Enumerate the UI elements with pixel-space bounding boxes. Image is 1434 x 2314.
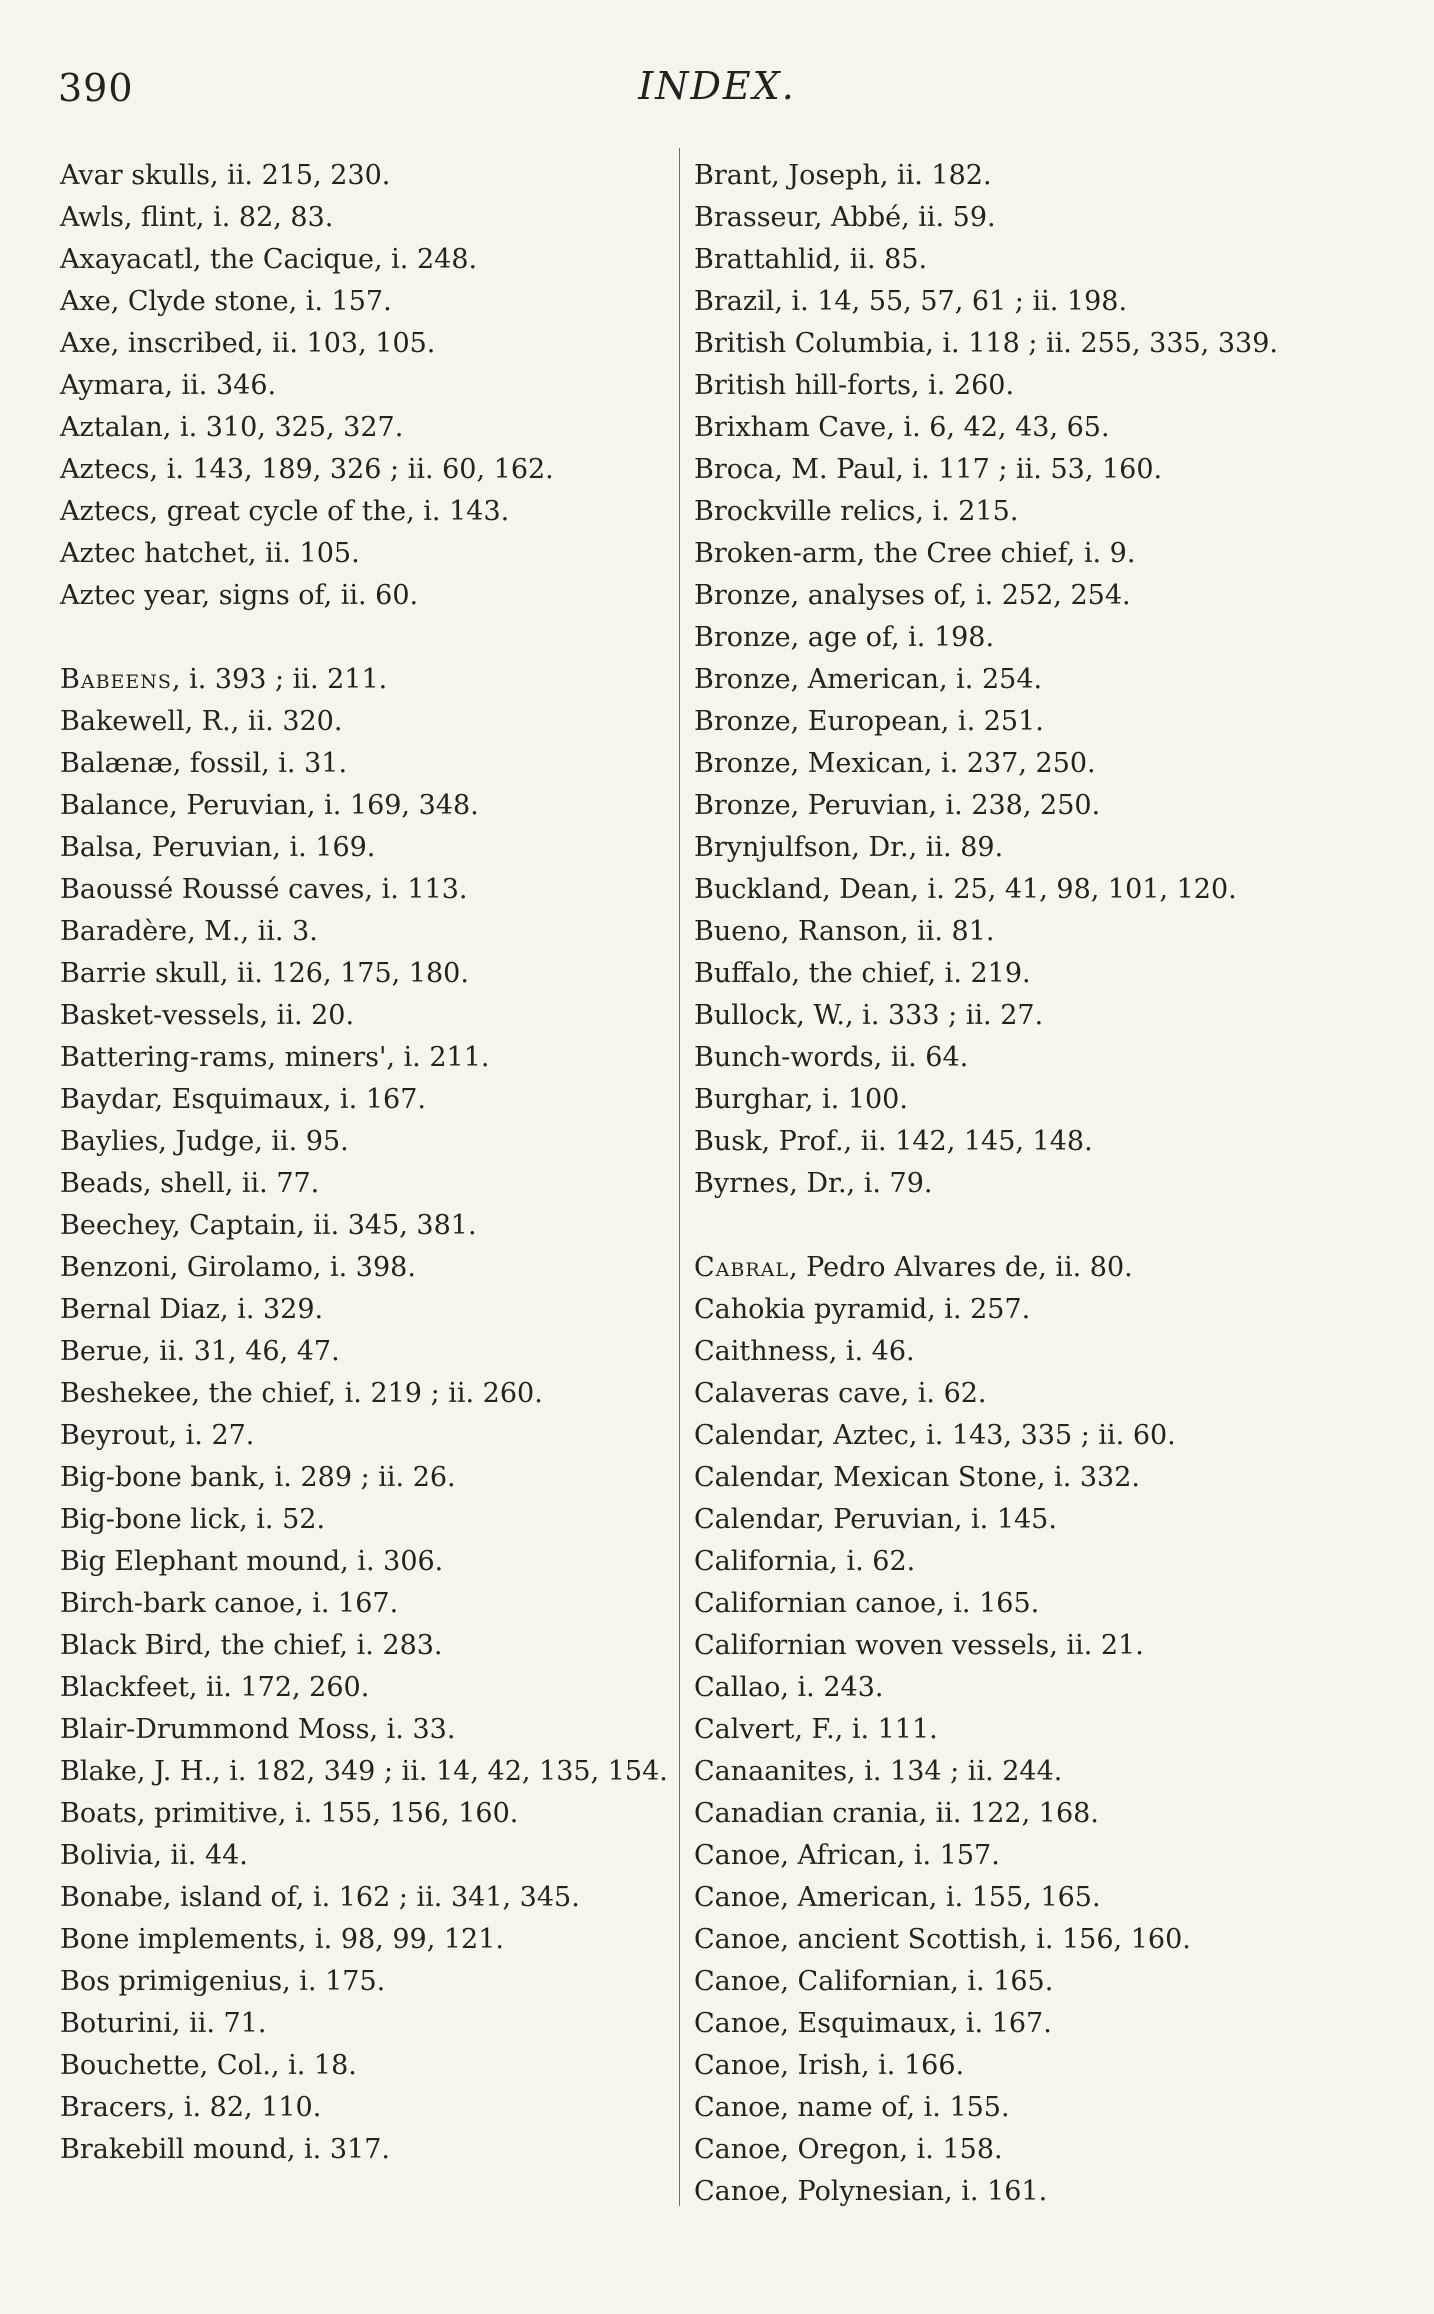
entry-group-a (60, 155, 680, 617)
index-entry: Canoe, Californian, i. 165. (694, 1966, 1054, 1997)
index-entry: Brixham Cave, i. 6, 42, 43, 65. (694, 412, 1110, 443)
index-entry: Big-bone bank, i. 289 ; ii. 26. (60, 1462, 456, 1493)
index-entry: Bakewell, R., ii. 320. (60, 706, 343, 737)
index-entry: Byrnes, Dr., i. 79. (694, 1168, 933, 1199)
index-entry: Beyrout, i. 27. (60, 1420, 255, 1451)
index-entry: Benzoni, Girolamo, i. 398. (60, 1252, 416, 1283)
index-entry: Baydar, Esquimaux, i. 167. (60, 1084, 426, 1115)
section-lead-rest: , Pedro Alvares de, ii. 80. (789, 1252, 1133, 1283)
index-entry: Bronze, analyses of, i. 252, 254. (694, 580, 1131, 611)
index-entry: Axe, Clyde stone, i. 157. (60, 286, 392, 317)
entry-group-a (694, 155, 1334, 1205)
index-entry: Broken-arm, the Cree chief, i. 9. (694, 538, 1136, 569)
index-entry: Brasseur, Abbé, ii. 59. (694, 202, 996, 233)
section-lead-word: Cabral (694, 1252, 789, 1283)
index-entry: Beshekee, the chief, i. 219 ; ii. 260. (60, 1378, 543, 1409)
group-spacer (694, 1205, 1334, 1247)
index-entry: Cahokia pyramid, i. 257. (694, 1294, 1031, 1325)
index-entry: Callao, i. 243. (694, 1672, 884, 1703)
index-entry: Boturini, ii. 71. (60, 2008, 267, 2039)
index-entry: Bos primigenius, i. 175. (60, 1966, 386, 1997)
index-column-left (60, 155, 680, 2171)
index-entry: Broca, M. Paul, i. 117 ; ii. 53, 160. (694, 454, 1163, 485)
index-entry: Canoe, Polynesian, i. 161. (694, 2176, 1048, 2207)
index-entry: Brant, Joseph, ii. 182. (694, 160, 992, 191)
index-entry: Big-bone lick, i. 52. (60, 1504, 326, 1535)
section-lead-word: Babeens (60, 664, 172, 695)
index-entry: Brattahlid, ii. 85. (694, 244, 928, 275)
index-entry: Canoe, name of, i. 155. (694, 2092, 1010, 2123)
index-entry: Battering-rams, miners', i. 211. (60, 1042, 490, 1073)
index-entry: Bonabe, island of, i. 162 ; ii. 341, 345. (60, 1882, 580, 1913)
index-entry: Aztec hatchet, ii. 105. (60, 538, 360, 569)
index-entry: Brazil, i. 14, 55, 57, 61 ; ii. 198. (694, 286, 1128, 317)
entry-group-b (60, 701, 680, 1751)
index-entry: Aztalan, i. 310, 325, 327. (60, 412, 404, 443)
index-entry: Canoe, African, i. 157. (694, 1840, 1000, 1871)
index-column-right (694, 155, 1334, 2213)
index-entry: Bouchette, Col., i. 18. (60, 2050, 357, 2081)
index-entry: Barrie skull, ii. 126, 175, 180. (60, 958, 469, 989)
index-entry: Baoussé Roussé caves, i. 113. (60, 874, 468, 905)
index-entry: Blackfeet, ii. 172, 260. (60, 1672, 370, 1703)
index-entry (694, 1247, 1334, 1289)
index-entry: Californian woven vessels, ii. 21. (694, 1630, 1144, 1661)
index-entry: Basket-vessels, ii. 20. (60, 1000, 355, 1031)
index-entry: Burghar, i. 100. (694, 1084, 908, 1115)
index-entry: Birch-bark canoe, i. 167. (60, 1588, 399, 1619)
index-entry: Buckland, Dean, i. 25, 41, 98, 101, 120. (694, 874, 1237, 905)
index-entry: Berue, ii. 31, 46, 47. (60, 1336, 340, 1367)
index-entry: Big Elephant mound, i. 306. (60, 1546, 444, 1577)
index-entry: Calvert, F., i. 111. (694, 1714, 938, 1745)
index-entry: Busk, Prof., ii. 142, 145, 148. (694, 1126, 1093, 1157)
index-entry: Brynjulfson, Dr., ii. 89. (694, 832, 1004, 863)
index-entry: Blair-Drummond Moss, i. 33. (60, 1714, 456, 1745)
index-entry: Caithness, i. 46. (694, 1336, 915, 1367)
index-entry: Bernal Diaz, i. 329. (60, 1294, 324, 1325)
index-entry: Bolivia, ii. 44. (60, 1840, 248, 1871)
index-entry: Brakebill mound, i. 317. (60, 2134, 390, 2165)
index-entry: Bunch-words, ii. 64. (694, 1042, 969, 1073)
index-entry: Californian canoe, i. 165. (694, 1588, 1040, 1619)
index-entry: Aymara, ii. 346. (60, 370, 277, 401)
index-entry: Blake, J. H., i. 182, 349 ; ii. 14, 42, 135, 154. (60, 1756, 668, 1787)
index-entry: British hill-forts, i. 260. (694, 370, 1015, 401)
index-entry (60, 659, 680, 701)
index-entry: Beads, shell, ii. 77. (60, 1168, 320, 1199)
index-entry: Calendar, Aztec, i. 143, 335 ; ii. 60. (694, 1420, 1176, 1451)
index-entry: Aztec year, signs of, ii. 60. (60, 580, 419, 611)
index-entry: Balænæ, fossil, i. 31. (60, 748, 348, 779)
index-entry: Balance, Peruvian, i. 169, 348. (60, 790, 479, 821)
index-entry: Aztecs, great cycle of the, i. 143. (60, 496, 510, 527)
index-entry: Bueno, Ranson, ii. 81. (694, 916, 995, 947)
index-entry: Awls, flint, i. 82, 83. (60, 202, 334, 233)
index-entry: Baradère, M., ii. 3. (60, 916, 318, 947)
index-entry: California, i. 62. (694, 1546, 916, 1577)
index-entry: Canoe, ancient Scottish, i. 156, 160. (694, 1924, 1191, 1955)
index-entry: Axayacatl, the Cacique, i. 248. (60, 244, 478, 275)
index-entry: Canoe, Oregon, i. 158. (694, 2134, 1003, 2165)
index-entry: Aztecs, i. 143, 189, 326 ; ii. 60, 162. (60, 454, 554, 485)
index-entry: Canoe, Esquimaux, i. 167. (694, 2008, 1052, 2039)
index-entry: Bullock, W., i. 333 ; ii. 27. (694, 1000, 1044, 1031)
index-entry: Brockville relics, i. 215. (694, 496, 1019, 527)
running-head: INDEX. (638, 64, 796, 108)
index-entry: Canoe, American, i. 155, 165. (694, 1882, 1101, 1913)
index-entry: Beechey, Captain, ii. 345, 381. (60, 1210, 477, 1241)
index-entry: Canaanites, i. 134 ; ii. 244. (694, 1756, 1063, 1787)
index-entry: Buffalo, the chief, i. 219. (694, 958, 1031, 989)
index-entry: Calaveras cave, i. 62. (694, 1378, 987, 1409)
index-entry: Balsa, Peruvian, i. 169. (60, 832, 376, 863)
group-spacer (60, 617, 680, 659)
entry-group-c (60, 1793, 680, 2171)
index-entry: Bronze, American, i. 254. (694, 664, 1043, 695)
index-entry: Bracers, i. 82, 110. (60, 2092, 322, 2123)
index-entry: Canoe, Irish, i. 166. (694, 2050, 965, 2081)
index-entry: Bronze, European, i. 251. (694, 706, 1044, 737)
index-entry: Bone implements, i. 98, 99, 121. (60, 1924, 504, 1955)
index-entry: Black Bird, the chief, i. 283. (60, 1630, 443, 1661)
section-lead-rest: , i. 393 ; ii. 211. (171, 664, 388, 695)
index-entry: Axe, inscribed, ii. 103, 105. (60, 328, 436, 359)
index-entry: Bronze, Mexican, i. 237, 250. (694, 748, 1096, 779)
index-entry: Bronze, age of, i. 198. (694, 622, 995, 653)
page-number: 390 (58, 66, 134, 110)
entry-group-b (694, 1289, 1334, 2213)
index-entry: Calendar, Mexican Stone, i. 332. (694, 1462, 1140, 1493)
index-entry: Avar skulls, ii. 215, 230. (60, 160, 391, 191)
index-entry: British Columbia, i. 118 ; ii. 255, 335, 339. (694, 328, 1278, 359)
index-entry: Baylies, Judge, ii. 95. (60, 1126, 349, 1157)
index-entry: Bronze, Peruvian, i. 238, 250. (694, 790, 1101, 821)
index-entry: Canadian crania, ii. 122, 168. (694, 1798, 1099, 1829)
index-entry: Boats, primitive, i. 155, 156, 160. (60, 1798, 519, 1829)
index-entry: Calendar, Peruvian, i. 145. (694, 1504, 1057, 1535)
